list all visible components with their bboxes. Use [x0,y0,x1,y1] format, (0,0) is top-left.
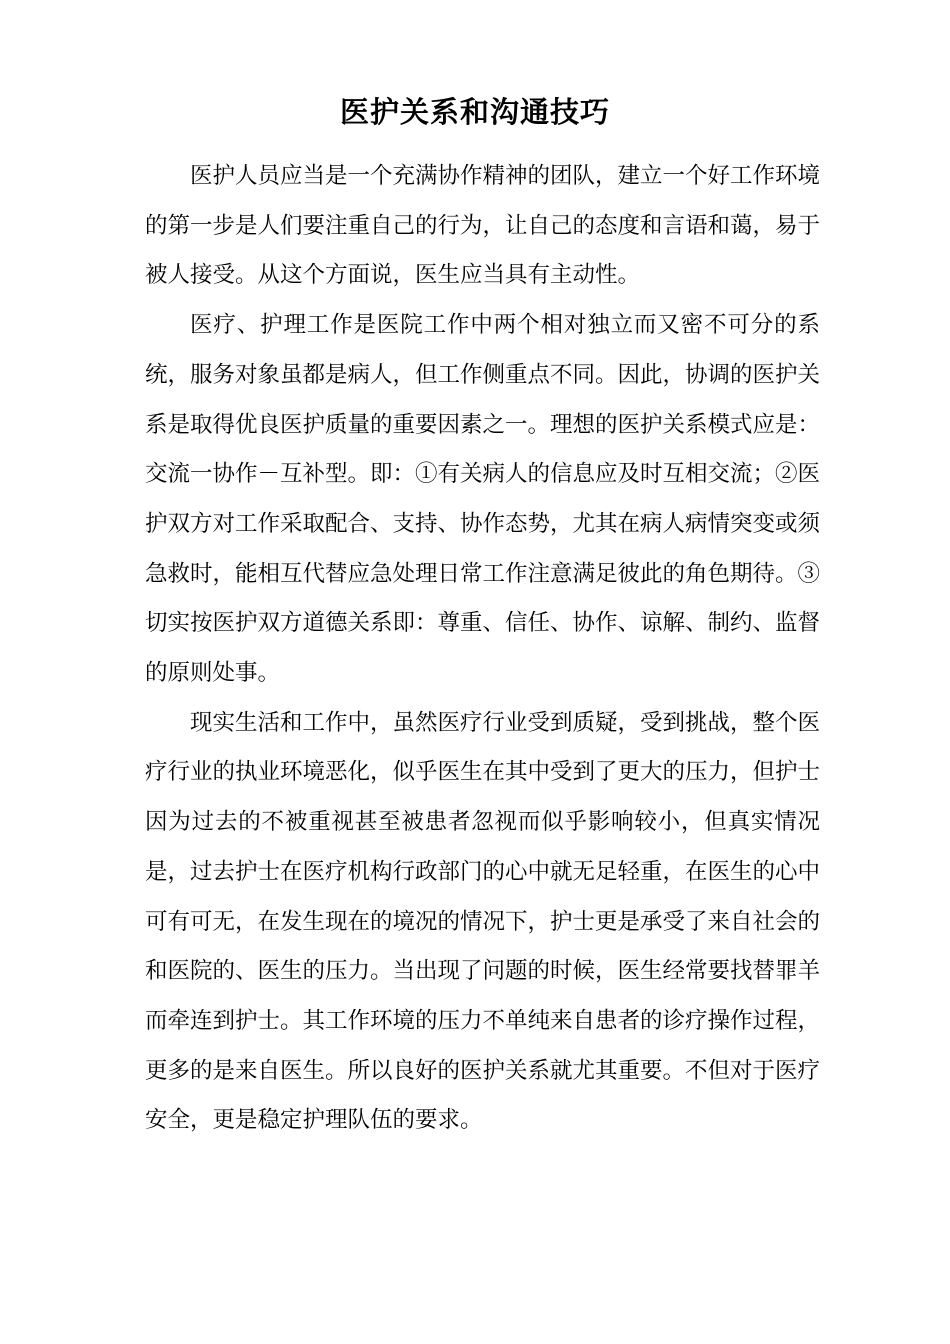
document-body [145,152,820,1146]
paragraph: 医疗、护理工作是医院工作中两个相对独立而又密不可分的系统，服务对象虽都是病人，但工作侧重点不同。因此，协调的医护关系是取得优良医护质量的重要因素之一。理想的医护关系模式应是：交流一协作－互补型。即：①有关病人的信息应及时互相交流；②医护双方对工作采取配合、支持、协作态势，尤其在病人病情突变或须急救时，能相互代替应急处理日常工作注意满足彼此的角色期待。③切实按医护双方道德关系即：尊重、信任、协作、谅解、制约、监督的原则处事。 [145,312,821,687]
page-title: 医护关系和沟通技巧 [339,95,610,129]
paragraph: 现实生活和工作中，虽然医疗行业受到质疑，受到挑战，整个医疗行业的执业环境恶化，似乎医生在其中受到了更大的压力，但护士因为过去的不被重视甚至被患者忽视而似乎影响较小，但真实情况是，过去护士在医疗机构行政部门的心中就无足轻重，在医生的心中可有可无，在发生现在的境况的情况下，护士更是承受了来自社会的和医院的、医生的压力。当出现了问题的时候，医生经常要找替罪羊而牵连到护士。其工作环境的压力不单纯来自患者的诊疗操作过程，更多的是来自医生。所以良好的医护关系就尤其重要。不但对于医疗安全，更是稳定护理队伍的要求。 [145,709,821,1134]
paragraph: 医护人员应当是一个充满协作精神的团队，建立一个好工作环境的第一步是人们要注重自己的行为，让自己的态度和言语和蔼，易于被人接受。从这个方面说，医生应当具有主动性。 [145,163,821,289]
